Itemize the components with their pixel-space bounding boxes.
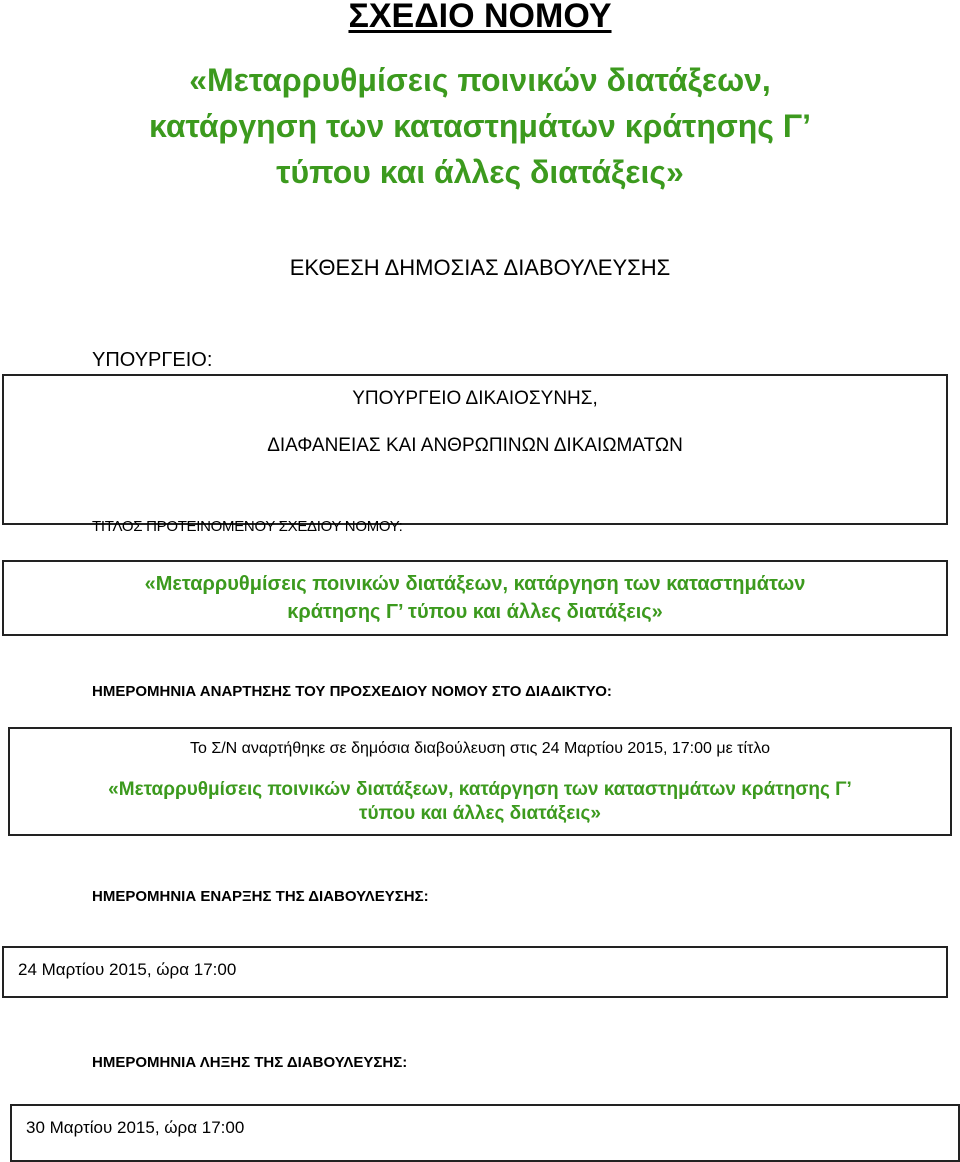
bill-title <box>0 57 960 195</box>
posting-title-line: «Μεταρρυθμίσεις ποινικών διατάξεων, κατάργηση των καταστημάτων κράτησης Γ’ <box>108 779 852 800</box>
ministry-label: ΥΠΟΥΡΓΕΙΟ: <box>92 349 213 371</box>
start-date-label: ΗΜΕΡΟΜΗΝΙΑ ΕΝΑΡΞΗΣ ΤΗΣ ΔΙΑΒΟΥΛΕΥΣΗΣ: <box>92 888 429 905</box>
start-date-value: 24 Μαρτίου 2015, ώρα 17:00 <box>18 960 237 979</box>
end-date-box <box>10 1104 960 1162</box>
ministry-box <box>2 374 948 525</box>
ministry-name-line: ΔΙΑΦΑΝΕΙΑΣ ΚΑΙ ΑΝΘΡΩΠΙΝΩΝ ΔΙΚΑΙΩΜΑΤΩΝ <box>267 435 683 456</box>
document-type-heading: ΣΧΕΔΙΟ ΝΟΜΟΥ <box>348 0 612 35</box>
posting-date-label: ΗΜΕΡΟΜΗΝΙΑ ΑΝΑΡΤΗΣΗΣ ΤΟΥ ΠΡΟΣΧΕΔΙΟΥ ΝΟΜΟΥ ΣΤΟ ΔΙΑΔΙΚΤΥΟ: <box>92 683 612 700</box>
ministry-name-line: ΥΠΟΥΡΓΕΙΟ ΔΙΚΑΙΟΣΥΝΗΣ, <box>352 388 598 409</box>
report-title: ΕΚΘΕΣΗ ΔΗΜΟΣΙΑΣ ΔΙΑΒΟΥΛΕΥΣΗΣ <box>289 255 671 280</box>
end-date-label: ΗΜΕΡΟΜΗΝΙΑ ΛΗΞΗΣ ΤΗΣ ΔΙΑΒΟΥΛΕΥΣΗΣ: <box>92 1054 408 1071</box>
proposed-title-line: «Μεταρρυθμίσεις ποινικών διατάξεων, κατάργηση των καταστημάτων <box>144 573 806 595</box>
end-date-value: 30 Μαρτίου 2015, ώρα 17:00 <box>26 1118 245 1137</box>
bill-title-line: κατάργηση των καταστημάτων κράτησης Γ’ <box>149 108 811 144</box>
posting-title-line: τύπου και άλλες διατάξεις» <box>358 803 601 824</box>
proposed-title-label: ΤΙΤΛΟΣ ΠΡΟΤΕΙΝΟΜΕΝΟΥ ΣΧΕΔΙΟΥ ΝΟΜΟΥ: <box>92 518 403 535</box>
start-date-box <box>2 946 948 998</box>
posting-text: Το Σ/Ν αναρτήθηκε σε δημόσια διαβούλευση στις 24 Μαρτίου 2015, 17:00 με τίτλο <box>189 740 770 757</box>
proposed-title-box <box>2 560 948 636</box>
posting-title <box>10 778 950 826</box>
bill-title-line: τύπου και άλλες διατάξεις» <box>276 154 684 190</box>
bill-title-line: «Μεταρρυθμίσεις ποινικών διατάξεων, <box>189 62 771 98</box>
proposed-title-text <box>4 570 946 626</box>
posting-box <box>8 727 952 836</box>
proposed-title-line: κράτησης Γ’ τύπου και άλλες διατάξεις» <box>287 601 663 623</box>
